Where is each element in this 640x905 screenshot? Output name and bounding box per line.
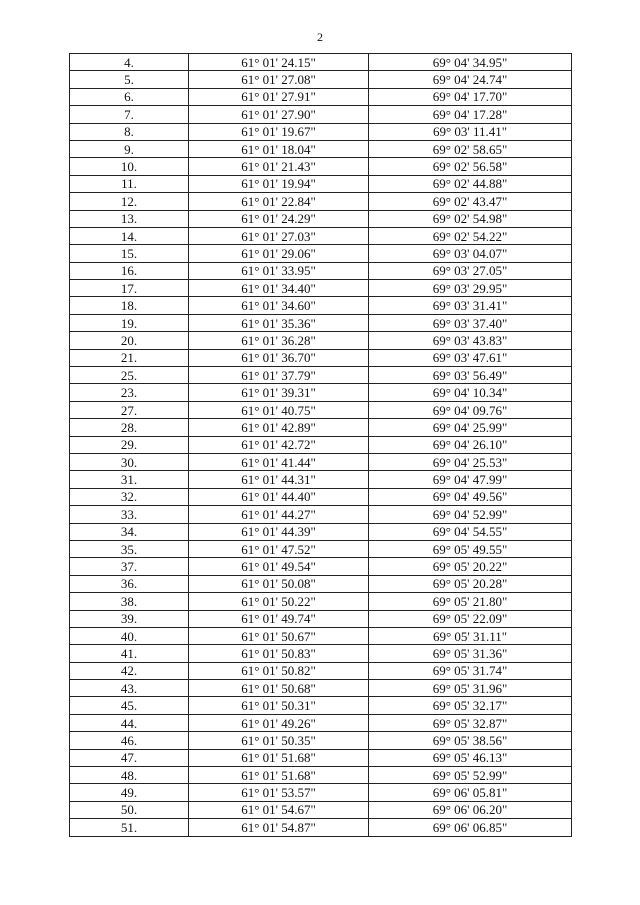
longitude-cell: 69° 05' 32.87" bbox=[369, 714, 572, 731]
latitude-cell: 61° 01' 41.44" bbox=[189, 453, 369, 470]
table-row bbox=[70, 662, 572, 679]
point-number-cell: 45. bbox=[70, 697, 189, 714]
table-row bbox=[70, 819, 572, 836]
longitude-cell: 69° 04' 49.56" bbox=[369, 488, 572, 505]
point-number-cell: 27. bbox=[70, 401, 189, 418]
longitude-cell: 69° 05' 38.56" bbox=[369, 732, 572, 749]
point-number-cell: 44. bbox=[70, 714, 189, 731]
latitude-cell: 61° 01' 50.35" bbox=[189, 732, 369, 749]
table-row bbox=[70, 453, 572, 470]
latitude-cell: 61° 01' 27.90" bbox=[189, 106, 369, 123]
longitude-cell: 69° 03' 47.61" bbox=[369, 349, 572, 366]
point-number-cell: 30. bbox=[70, 453, 189, 470]
longitude-cell: 69° 05' 20.22" bbox=[369, 558, 572, 575]
longitude-cell: 69° 05' 22.09" bbox=[369, 610, 572, 627]
longitude-cell: 69° 06' 06.85" bbox=[369, 819, 572, 836]
latitude-cell: 61° 01' 40.75" bbox=[189, 401, 369, 418]
latitude-cell: 61° 01' 27.91" bbox=[189, 88, 369, 105]
table-row bbox=[70, 593, 572, 610]
latitude-cell: 61° 01' 44.40" bbox=[189, 488, 369, 505]
latitude-cell: 61° 01' 24.29" bbox=[189, 210, 369, 227]
longitude-cell: 69° 04' 09.76" bbox=[369, 401, 572, 418]
table-row bbox=[70, 71, 572, 88]
latitude-cell: 61° 01' 50.82" bbox=[189, 662, 369, 679]
table-row bbox=[70, 680, 572, 697]
point-number-cell: 9. bbox=[70, 140, 189, 157]
point-number-cell: 40. bbox=[70, 627, 189, 644]
point-number-cell: 12. bbox=[70, 193, 189, 210]
latitude-cell: 61° 01' 21.43" bbox=[189, 158, 369, 175]
longitude-cell: 69° 04' 10.34" bbox=[369, 384, 572, 401]
table-row bbox=[70, 210, 572, 227]
point-number-cell: 6. bbox=[70, 88, 189, 105]
table-row bbox=[70, 732, 572, 749]
longitude-cell: 69° 04' 17.28" bbox=[369, 106, 572, 123]
point-number-cell: 7. bbox=[70, 106, 189, 123]
point-number-cell: 23. bbox=[70, 384, 189, 401]
table-row bbox=[70, 801, 572, 818]
longitude-cell: 69° 04' 54.55" bbox=[369, 523, 572, 540]
table-row bbox=[70, 314, 572, 331]
longitude-cell: 69° 04' 52.99" bbox=[369, 506, 572, 523]
table-row bbox=[70, 175, 572, 192]
table-row bbox=[70, 367, 572, 384]
point-number-cell: 19. bbox=[70, 314, 189, 331]
point-number-cell: 46. bbox=[70, 732, 189, 749]
longitude-cell: 69° 02' 43.47" bbox=[369, 193, 572, 210]
table-row bbox=[70, 784, 572, 801]
longitude-cell: 69° 03' 56.49" bbox=[369, 367, 572, 384]
point-number-cell: 41. bbox=[70, 645, 189, 662]
table-row bbox=[70, 401, 572, 418]
table-row bbox=[70, 436, 572, 453]
point-number-cell: 17. bbox=[70, 280, 189, 297]
latitude-cell: 61° 01' 34.60" bbox=[189, 297, 369, 314]
latitude-cell: 61° 01' 36.70" bbox=[189, 349, 369, 366]
table-row bbox=[70, 645, 572, 662]
point-number-cell: 14. bbox=[70, 227, 189, 244]
point-number-cell: 32. bbox=[70, 488, 189, 505]
longitude-cell: 69° 06' 05.81" bbox=[369, 784, 572, 801]
latitude-cell: 61° 01' 19.67" bbox=[189, 123, 369, 140]
longitude-cell: 69° 05' 49.55" bbox=[369, 540, 572, 557]
longitude-cell: 69° 04' 17.70" bbox=[369, 88, 572, 105]
table-row bbox=[70, 419, 572, 436]
table-row bbox=[70, 349, 572, 366]
point-number-cell: 18. bbox=[70, 297, 189, 314]
longitude-cell: 69° 02' 58.65" bbox=[369, 140, 572, 157]
longitude-cell: 69° 04' 26.10" bbox=[369, 436, 572, 453]
point-number-cell: 20. bbox=[70, 332, 189, 349]
table-row bbox=[70, 627, 572, 644]
longitude-cell: 69° 05' 46.13" bbox=[369, 749, 572, 766]
latitude-cell: 61° 01' 22.84" bbox=[189, 193, 369, 210]
point-number-cell: 10. bbox=[70, 158, 189, 175]
point-number-cell: 15. bbox=[70, 245, 189, 262]
latitude-cell: 61° 01' 44.39" bbox=[189, 523, 369, 540]
latitude-cell: 61° 01' 47.52" bbox=[189, 540, 369, 557]
table-row bbox=[70, 280, 572, 297]
latitude-cell: 61° 01' 54.87" bbox=[189, 819, 369, 836]
latitude-cell: 61° 01' 42.89" bbox=[189, 419, 369, 436]
longitude-cell: 69° 02' 44.88" bbox=[369, 175, 572, 192]
longitude-cell: 69° 05' 31.96" bbox=[369, 680, 572, 697]
table-row bbox=[70, 575, 572, 592]
coordinates-table bbox=[69, 53, 572, 837]
table-row bbox=[70, 297, 572, 314]
latitude-cell: 61° 01' 50.68" bbox=[189, 680, 369, 697]
longitude-cell: 69° 02' 54.22" bbox=[369, 227, 572, 244]
longitude-cell: 69° 04' 25.53" bbox=[369, 453, 572, 470]
table-row bbox=[70, 262, 572, 279]
point-number-cell: 48. bbox=[70, 767, 189, 784]
point-number-cell: 16. bbox=[70, 262, 189, 279]
point-number-cell: 31. bbox=[70, 471, 189, 488]
longitude-cell: 69° 05' 31.74" bbox=[369, 662, 572, 679]
latitude-cell: 61° 01' 51.68" bbox=[189, 749, 369, 766]
latitude-cell: 61° 01' 36.28" bbox=[189, 332, 369, 349]
longitude-cell: 69° 03' 29.95" bbox=[369, 280, 572, 297]
longitude-cell: 69° 03' 43.83" bbox=[369, 332, 572, 349]
latitude-cell: 61° 01' 50.83" bbox=[189, 645, 369, 662]
point-number-cell: 33. bbox=[70, 506, 189, 523]
longitude-cell: 69° 03' 11.41" bbox=[369, 123, 572, 140]
point-number-cell: 25. bbox=[70, 367, 189, 384]
latitude-cell: 61° 01' 49.74" bbox=[189, 610, 369, 627]
point-number-cell: 38. bbox=[70, 593, 189, 610]
latitude-cell: 61° 01' 24.15" bbox=[189, 54, 369, 71]
table-row bbox=[70, 767, 572, 784]
table-row bbox=[70, 88, 572, 105]
longitude-cell: 69° 03' 04.07" bbox=[369, 245, 572, 262]
table-row bbox=[70, 158, 572, 175]
point-number-cell: 8. bbox=[70, 123, 189, 140]
longitude-cell: 69° 05' 21.80" bbox=[369, 593, 572, 610]
table-row bbox=[70, 506, 572, 523]
point-number-cell: 28. bbox=[70, 419, 189, 436]
table-row bbox=[70, 471, 572, 488]
latitude-cell: 61° 01' 39.31" bbox=[189, 384, 369, 401]
latitude-cell: 61° 01' 19.94" bbox=[189, 175, 369, 192]
latitude-cell: 61° 01' 49.26" bbox=[189, 714, 369, 731]
table-row bbox=[70, 749, 572, 766]
table-row bbox=[70, 714, 572, 731]
table-row bbox=[70, 140, 572, 157]
longitude-cell: 69° 04' 47.99" bbox=[369, 471, 572, 488]
table-row bbox=[70, 123, 572, 140]
latitude-cell: 61° 01' 34.40" bbox=[189, 280, 369, 297]
latitude-cell: 61° 01' 18.04" bbox=[189, 140, 369, 157]
point-number-cell: 21. bbox=[70, 349, 189, 366]
table-row bbox=[70, 488, 572, 505]
table-row bbox=[70, 610, 572, 627]
point-number-cell: 11. bbox=[70, 175, 189, 192]
table-row bbox=[70, 332, 572, 349]
longitude-cell: 69° 06' 06.20" bbox=[369, 801, 572, 818]
longitude-cell: 69° 02' 54.98" bbox=[369, 210, 572, 227]
latitude-cell: 61° 01' 27.03" bbox=[189, 227, 369, 244]
longitude-cell: 69° 05' 32.17" bbox=[369, 697, 572, 714]
point-number-cell: 36. bbox=[70, 575, 189, 592]
table-row bbox=[70, 106, 572, 123]
latitude-cell: 61° 01' 44.31" bbox=[189, 471, 369, 488]
latitude-cell: 61° 01' 51.68" bbox=[189, 767, 369, 784]
point-number-cell: 43. bbox=[70, 680, 189, 697]
coordinates-table-body bbox=[70, 54, 572, 837]
longitude-cell: 69° 03' 37.40" bbox=[369, 314, 572, 331]
latitude-cell: 61° 01' 50.31" bbox=[189, 697, 369, 714]
latitude-cell: 61° 01' 49.54" bbox=[189, 558, 369, 575]
latitude-cell: 61° 01' 37.79" bbox=[189, 367, 369, 384]
table-row bbox=[70, 697, 572, 714]
longitude-cell: 69° 04' 24.74" bbox=[369, 71, 572, 88]
table-row bbox=[70, 54, 572, 71]
table-row bbox=[70, 540, 572, 557]
latitude-cell: 61° 01' 50.08" bbox=[189, 575, 369, 592]
table-row bbox=[70, 227, 572, 244]
latitude-cell: 61° 01' 35.36" bbox=[189, 314, 369, 331]
latitude-cell: 61° 01' 50.22" bbox=[189, 593, 369, 610]
longitude-cell: 69° 03' 31.41" bbox=[369, 297, 572, 314]
point-number-cell: 4. bbox=[70, 54, 189, 71]
latitude-cell: 61° 01' 42.72" bbox=[189, 436, 369, 453]
point-number-cell: 29. bbox=[70, 436, 189, 453]
table-row bbox=[70, 523, 572, 540]
point-number-cell: 49. bbox=[70, 784, 189, 801]
point-number-cell: 50. bbox=[70, 801, 189, 818]
longitude-cell: 69° 05' 31.11" bbox=[369, 627, 572, 644]
longitude-cell: 69° 04' 34.95" bbox=[369, 54, 572, 71]
latitude-cell: 61° 01' 53.57" bbox=[189, 784, 369, 801]
point-number-cell: 37. bbox=[70, 558, 189, 575]
point-number-cell: 5. bbox=[70, 71, 189, 88]
longitude-cell: 69° 03' 27.05" bbox=[369, 262, 572, 279]
latitude-cell: 61° 01' 50.67" bbox=[189, 627, 369, 644]
latitude-cell: 61° 01' 33.95" bbox=[189, 262, 369, 279]
point-number-cell: 13. bbox=[70, 210, 189, 227]
point-number-cell: 42. bbox=[70, 662, 189, 679]
point-number-cell: 34. bbox=[70, 523, 189, 540]
point-number-cell: 39. bbox=[70, 610, 189, 627]
page-number: 2 bbox=[317, 30, 323, 44]
longitude-cell: 69° 05' 52.99" bbox=[369, 767, 572, 784]
latitude-cell: 61° 01' 29.06" bbox=[189, 245, 369, 262]
table-row bbox=[70, 193, 572, 210]
longitude-cell: 69° 05' 20.28" bbox=[369, 575, 572, 592]
table-row bbox=[70, 245, 572, 262]
latitude-cell: 61° 01' 44.27" bbox=[189, 506, 369, 523]
longitude-cell: 69° 05' 31.36" bbox=[369, 645, 572, 662]
latitude-cell: 61° 01' 54.67" bbox=[189, 801, 369, 818]
longitude-cell: 69° 02' 56.58" bbox=[369, 158, 572, 175]
point-number-cell: 51. bbox=[70, 819, 189, 836]
table-row bbox=[70, 558, 572, 575]
point-number-cell: 35. bbox=[70, 540, 189, 557]
latitude-cell: 61° 01' 27.08" bbox=[189, 71, 369, 88]
point-number-cell: 47. bbox=[70, 749, 189, 766]
longitude-cell: 69° 04' 25.99" bbox=[369, 419, 572, 436]
table-row bbox=[70, 384, 572, 401]
